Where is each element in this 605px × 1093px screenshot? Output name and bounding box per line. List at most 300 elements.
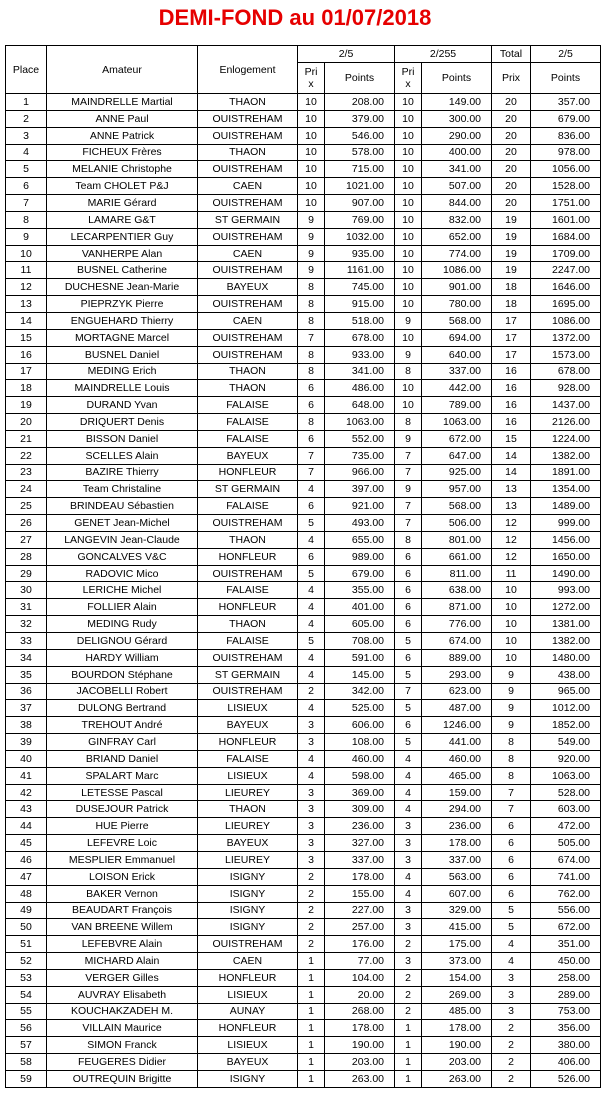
prix-2-cell: 10 <box>395 279 422 296</box>
enlogement-cell: OUISTREHAM <box>198 127 298 144</box>
points-1-cell: 933.00 <box>325 346 395 363</box>
points-2-cell: 337.00 <box>422 851 492 868</box>
table-row <box>6 548 601 565</box>
total-prix-cell: 17 <box>492 346 531 363</box>
total-prix-cell: 13 <box>492 498 531 515</box>
total-points-cell: 1751.00 <box>531 195 601 212</box>
prix-2-cell: 3 <box>395 919 422 936</box>
points-1-cell: 190.00 <box>325 1037 395 1054</box>
points-1-cell: 598.00 <box>325 767 395 784</box>
table-row <box>6 245 601 262</box>
enlogement-cell: OUISTREHAM <box>198 161 298 178</box>
total-prix-cell: 5 <box>492 902 531 919</box>
amateur-cell: BUSNEL Catherine <box>47 262 198 279</box>
prix-1-cell: 2 <box>298 936 325 953</box>
prix-1-cell: 1 <box>298 1070 325 1087</box>
table-row <box>6 683 601 700</box>
prix-1-cell: 5 <box>298 565 325 582</box>
enlogement-cell: HONFLEUR <box>198 599 298 616</box>
place-cell: 41 <box>6 767 47 784</box>
place-cell: 33 <box>6 633 47 650</box>
prix-2-cell: 10 <box>395 161 422 178</box>
prix-1-cell: 1 <box>298 969 325 986</box>
table-row <box>6 649 601 666</box>
amateur-cell: LETESSE Pascal <box>47 784 198 801</box>
table-row <box>6 700 601 717</box>
enlogement-cell: OUISTREHAM <box>198 346 298 363</box>
amateur-cell: OUTREQUIN Brigitte <box>47 1070 198 1087</box>
enlogement-cell: OUISTREHAM <box>198 565 298 582</box>
points-1-cell: 208.00 <box>325 94 395 111</box>
points-2-cell: 290.00 <box>422 127 492 144</box>
place-cell: 18 <box>6 380 47 397</box>
enlogement-cell: ST GERMAIN <box>198 211 298 228</box>
table-row <box>6 178 601 195</box>
prix-2-cell: 8 <box>395 414 422 431</box>
points-2-cell: 341.00 <box>422 161 492 178</box>
prix-2-cell: 2 <box>395 1003 422 1020</box>
prix-1-cell: 9 <box>298 245 325 262</box>
prix-1-cell: 10 <box>298 144 325 161</box>
prix-1-cell: 4 <box>298 666 325 683</box>
table-row <box>6 851 601 868</box>
total-prix-cell: 4 <box>492 936 531 953</box>
points-2-cell: 487.00 <box>422 700 492 717</box>
points-2-cell: 178.00 <box>422 835 492 852</box>
table-row <box>6 936 601 953</box>
total-points-cell: 549.00 <box>531 734 601 751</box>
points-1-cell: 745.00 <box>325 279 395 296</box>
prix-2-cell: 1 <box>395 1020 422 1037</box>
header-prix-2: Prix <box>395 63 422 94</box>
amateur-cell: LOISON Erick <box>47 868 198 885</box>
prix-2-cell: 4 <box>395 801 422 818</box>
points-1-cell: 1063.00 <box>325 414 395 431</box>
table-row <box>6 262 601 279</box>
prix-2-cell: 10 <box>395 195 422 212</box>
prix-2-cell: 2 <box>395 936 422 953</box>
enlogement-cell: FALAISE <box>198 430 298 447</box>
place-cell: 38 <box>6 717 47 734</box>
place-cell: 56 <box>6 1020 47 1037</box>
table-row <box>6 498 601 515</box>
place-cell: 53 <box>6 969 47 986</box>
amateur-cell: AUVRAY Elisabeth <box>47 986 198 1003</box>
prix-1-cell: 4 <box>298 481 325 498</box>
amateur-cell: GINFRAY Carl <box>47 734 198 751</box>
enlogement-cell: ST GERMAIN <box>198 481 298 498</box>
enlogement-cell: THAON <box>198 531 298 548</box>
amateur-cell: MICHARD Alain <box>47 953 198 970</box>
place-cell: 20 <box>6 414 47 431</box>
prix-2-cell: 6 <box>395 599 422 616</box>
total-points-cell: 1382.00 <box>531 633 601 650</box>
prix-1-cell: 3 <box>298 784 325 801</box>
total-prix-cell: 16 <box>492 414 531 431</box>
total-prix-cell: 20 <box>492 144 531 161</box>
header-points-2: Points <box>422 63 492 94</box>
total-prix-cell: 16 <box>492 380 531 397</box>
prix-2-cell: 3 <box>395 953 422 970</box>
points-1-cell: 1032.00 <box>325 228 395 245</box>
table-row <box>6 279 601 296</box>
total-points-cell: 289.00 <box>531 986 601 1003</box>
place-cell: 7 <box>6 195 47 212</box>
enlogement-cell: OUISTREHAM <box>198 262 298 279</box>
prix-2-cell: 5 <box>395 666 422 683</box>
points-1-cell: 257.00 <box>325 919 395 936</box>
points-2-cell: 190.00 <box>422 1037 492 1054</box>
total-points-cell: 999.00 <box>531 515 601 532</box>
amateur-cell: MEDING Erich <box>47 363 198 380</box>
prix-1-cell: 8 <box>298 279 325 296</box>
points-2-cell: 329.00 <box>422 902 492 919</box>
prix-2-cell: 3 <box>395 902 422 919</box>
total-prix-cell: 20 <box>492 161 531 178</box>
prix-2-cell: 4 <box>395 885 422 902</box>
points-2-cell: 652.00 <box>422 228 492 245</box>
prix-1-cell: 4 <box>298 649 325 666</box>
points-1-cell: 518.00 <box>325 312 395 329</box>
amateur-cell: MORTAGNE Marcel <box>47 329 198 346</box>
prix-1-cell: 3 <box>298 734 325 751</box>
points-2-cell: 638.00 <box>422 582 492 599</box>
place-cell: 8 <box>6 211 47 228</box>
prix-2-cell: 10 <box>395 296 422 313</box>
place-cell: 19 <box>6 397 47 414</box>
total-points-cell: 528.00 <box>531 784 601 801</box>
table-row <box>6 94 601 111</box>
total-prix-cell: 20 <box>492 94 531 111</box>
points-1-cell: 263.00 <box>325 1070 395 1087</box>
prix-1-cell: 9 <box>298 262 325 279</box>
amateur-cell: PIEPRZYK Pierre <box>47 296 198 313</box>
points-2-cell: 373.00 <box>422 953 492 970</box>
prix-1-cell: 6 <box>298 498 325 515</box>
points-1-cell: 605.00 <box>325 616 395 633</box>
enlogement-cell: OUISTREHAM <box>198 296 298 313</box>
amateur-cell: LEFEVRE Loic <box>47 835 198 852</box>
table-row <box>6 228 601 245</box>
prix-2-cell: 10 <box>395 110 422 127</box>
points-1-cell: 552.00 <box>325 430 395 447</box>
amateur-cell: LANGEVIN Jean-Claude <box>47 531 198 548</box>
prix-2-cell: 10 <box>395 211 422 228</box>
place-cell: 13 <box>6 296 47 313</box>
prix-2-cell: 6 <box>395 548 422 565</box>
enlogement-cell: OUISTREHAM <box>198 515 298 532</box>
amateur-cell: DUSEJOUR Patrick <box>47 801 198 818</box>
enlogement-cell: ISIGNY <box>198 919 298 936</box>
enlogement-cell: LISIEUX <box>198 986 298 1003</box>
points-2-cell: 465.00 <box>422 767 492 784</box>
total-prix-cell: 3 <box>492 969 531 986</box>
prix-1-cell: 10 <box>298 195 325 212</box>
total-points-cell: 2126.00 <box>531 414 601 431</box>
enlogement-cell: LIEUREY <box>198 784 298 801</box>
amateur-cell: BAKER Vernon <box>47 885 198 902</box>
points-1-cell: 337.00 <box>325 851 395 868</box>
amateur-cell: SIMON Franck <box>47 1037 198 1054</box>
amateur-cell: GONCALVES V&C <box>47 548 198 565</box>
table-row <box>6 868 601 885</box>
total-prix-cell: 10 <box>492 599 531 616</box>
points-1-cell: 155.00 <box>325 885 395 902</box>
prix-1-cell: 7 <box>298 329 325 346</box>
enlogement-cell: ISIGNY <box>198 1070 298 1087</box>
amateur-cell: BUSNEL Daniel <box>47 346 198 363</box>
table-row <box>6 666 601 683</box>
enlogement-cell: BAYEUX <box>198 279 298 296</box>
prix-1-cell: 4 <box>298 531 325 548</box>
total-points-cell: 2247.00 <box>531 262 601 279</box>
place-cell: 1 <box>6 94 47 111</box>
total-prix-cell: 5 <box>492 919 531 936</box>
total-prix-cell: 17 <box>492 329 531 346</box>
total-prix-cell: 13 <box>492 481 531 498</box>
points-2-cell: 789.00 <box>422 397 492 414</box>
place-cell: 21 <box>6 430 47 447</box>
place-cell: 14 <box>6 312 47 329</box>
place-cell: 52 <box>6 953 47 970</box>
amateur-cell: VANHERPE Alan <box>47 245 198 262</box>
place-cell: 23 <box>6 464 47 481</box>
points-2-cell: 159.00 <box>422 784 492 801</box>
points-1-cell: 104.00 <box>325 969 395 986</box>
total-points-cell: 1601.00 <box>531 211 601 228</box>
enlogement-cell: OUISTREHAM <box>198 110 298 127</box>
amateur-cell: KOUCHAKZADEH M. <box>47 1003 198 1020</box>
points-1-cell: 108.00 <box>325 734 395 751</box>
amateur-cell: BISSON Daniel <box>47 430 198 447</box>
total-points-cell: 679.00 <box>531 110 601 127</box>
enlogement-cell: FALAISE <box>198 750 298 767</box>
place-cell: 49 <box>6 902 47 919</box>
prix-2-cell: 10 <box>395 178 422 195</box>
total-prix-cell: 9 <box>492 717 531 734</box>
prix-1-cell: 4 <box>298 767 325 784</box>
prix-1-cell: 3 <box>298 851 325 868</box>
amateur-cell: DRIQUERT Denis <box>47 414 198 431</box>
points-1-cell: 379.00 <box>325 110 395 127</box>
table-row <box>6 414 601 431</box>
total-points-cell: 526.00 <box>531 1070 601 1087</box>
table-row <box>6 616 601 633</box>
points-1-cell: 525.00 <box>325 700 395 717</box>
enlogement-cell: ISIGNY <box>198 902 298 919</box>
total-prix-cell: 14 <box>492 464 531 481</box>
prix-2-cell: 10 <box>395 245 422 262</box>
header-place: Place <box>6 46 47 94</box>
total-points-cell: 836.00 <box>531 127 601 144</box>
points-1-cell: 327.00 <box>325 835 395 852</box>
total-prix-cell: 19 <box>492 262 531 279</box>
total-points-cell: 1437.00 <box>531 397 601 414</box>
total-prix-cell: 14 <box>492 447 531 464</box>
table-row <box>6 1054 601 1071</box>
enlogement-cell: CAEN <box>198 245 298 262</box>
total-points-cell: 380.00 <box>531 1037 601 1054</box>
total-points-cell: 1224.00 <box>531 430 601 447</box>
points-2-cell: 661.00 <box>422 548 492 565</box>
points-1-cell: 915.00 <box>325 296 395 313</box>
place-cell: 11 <box>6 262 47 279</box>
total-prix-cell: 6 <box>492 818 531 835</box>
points-1-cell: 578.00 <box>325 144 395 161</box>
total-points-cell: 505.00 <box>531 835 601 852</box>
points-2-cell: 889.00 <box>422 649 492 666</box>
total-prix-cell: 8 <box>492 750 531 767</box>
enlogement-cell: ST GERMAIN <box>198 666 298 683</box>
header-group-total: Total <box>492 46 531 63</box>
total-points-cell: 753.00 <box>531 1003 601 1020</box>
place-cell: 26 <box>6 515 47 532</box>
total-points-cell: 672.00 <box>531 919 601 936</box>
prix-2-cell: 7 <box>395 683 422 700</box>
points-1-cell: 20.00 <box>325 986 395 1003</box>
amateur-cell: FOLLIER Alain <box>47 599 198 616</box>
place-cell: 35 <box>6 666 47 683</box>
enlogement-cell: THAON <box>198 144 298 161</box>
place-cell: 36 <box>6 683 47 700</box>
points-1-cell: 708.00 <box>325 633 395 650</box>
points-1-cell: 966.00 <box>325 464 395 481</box>
points-2-cell: 901.00 <box>422 279 492 296</box>
total-prix-cell: 6 <box>492 835 531 852</box>
place-cell: 32 <box>6 616 47 633</box>
total-prix-cell: 6 <box>492 851 531 868</box>
table-row <box>6 1020 601 1037</box>
points-2-cell: 203.00 <box>422 1054 492 1071</box>
header-group-2-5: 2/5 <box>298 46 395 63</box>
points-1-cell: 342.00 <box>325 683 395 700</box>
prix-1-cell: 5 <box>298 515 325 532</box>
prix-1-cell: 8 <box>298 312 325 329</box>
prix-1-cell: 3 <box>298 818 325 835</box>
enlogement-cell: BAYEUX <box>198 835 298 852</box>
enlogement-cell: OUISTREHAM <box>198 649 298 666</box>
prix-1-cell: 10 <box>298 178 325 195</box>
points-1-cell: 309.00 <box>325 801 395 818</box>
prix-2-cell: 10 <box>395 380 422 397</box>
enlogement-cell: LISIEUX <box>198 700 298 717</box>
table-row <box>6 953 601 970</box>
total-points-cell: 1086.00 <box>531 312 601 329</box>
prix-2-cell: 7 <box>395 498 422 515</box>
points-1-cell: 493.00 <box>325 515 395 532</box>
enlogement-cell: FALAISE <box>198 633 298 650</box>
points-2-cell: 175.00 <box>422 936 492 953</box>
points-2-cell: 1063.00 <box>422 414 492 431</box>
points-1-cell: 236.00 <box>325 818 395 835</box>
total-prix-cell: 18 <box>492 279 531 296</box>
place-cell: 2 <box>6 110 47 127</box>
prix-1-cell: 8 <box>298 414 325 431</box>
total-points-cell: 674.00 <box>531 851 601 868</box>
amateur-cell: ENGUEHARD Thierry <box>47 312 198 329</box>
table-row <box>6 969 601 986</box>
place-cell: 30 <box>6 582 47 599</box>
table-header <box>6 46 601 94</box>
prix-1-cell: 6 <box>298 548 325 565</box>
points-2-cell: 441.00 <box>422 734 492 751</box>
table-row <box>6 447 601 464</box>
enlogement-cell: FALAISE <box>198 397 298 414</box>
total-prix-cell: 17 <box>492 312 531 329</box>
header-points-total: Points <box>531 63 601 94</box>
prix-1-cell: 10 <box>298 110 325 127</box>
prix-2-cell: 10 <box>395 262 422 279</box>
total-prix-cell: 3 <box>492 986 531 1003</box>
total-points-cell: 1372.00 <box>531 329 601 346</box>
total-prix-cell: 20 <box>492 195 531 212</box>
amateur-cell: ANNE Patrick <box>47 127 198 144</box>
points-2-cell: 506.00 <box>422 515 492 532</box>
points-2-cell: 460.00 <box>422 750 492 767</box>
table-row <box>6 481 601 498</box>
enlogement-cell: THAON <box>198 380 298 397</box>
amateur-cell: BEAUDART François <box>47 902 198 919</box>
total-prix-cell: 8 <box>492 767 531 784</box>
header-amateur: Amateur <box>47 46 198 94</box>
total-prix-cell: 12 <box>492 515 531 532</box>
place-cell: 3 <box>6 127 47 144</box>
table-row <box>6 363 601 380</box>
total-prix-cell: 2 <box>492 1054 531 1071</box>
prix-1-cell: 5 <box>298 633 325 650</box>
place-cell: 47 <box>6 868 47 885</box>
prix-2-cell: 7 <box>395 447 422 464</box>
points-2-cell: 442.00 <box>422 380 492 397</box>
prix-1-cell: 4 <box>298 599 325 616</box>
total-points-cell: 920.00 <box>531 750 601 767</box>
total-points-cell: 357.00 <box>531 94 601 111</box>
prix-1-cell: 1 <box>298 1037 325 1054</box>
points-2-cell: 694.00 <box>422 329 492 346</box>
points-1-cell: 145.00 <box>325 666 395 683</box>
enlogement-cell: HONFLEUR <box>198 464 298 481</box>
prix-2-cell: 3 <box>395 818 422 835</box>
place-cell: 34 <box>6 649 47 666</box>
place-cell: 40 <box>6 750 47 767</box>
points-2-cell: 672.00 <box>422 430 492 447</box>
amateur-cell: GENET Jean-Michel <box>47 515 198 532</box>
total-points-cell: 978.00 <box>531 144 601 161</box>
table-row <box>6 835 601 852</box>
prix-1-cell: 2 <box>298 919 325 936</box>
prix-2-cell: 9 <box>395 346 422 363</box>
table-row <box>6 144 601 161</box>
points-2-cell: 178.00 <box>422 1020 492 1037</box>
header-prix-total: Prix <box>492 63 531 94</box>
prix-2-cell: 7 <box>395 515 422 532</box>
points-1-cell: 397.00 <box>325 481 395 498</box>
points-1-cell: 769.00 <box>325 211 395 228</box>
total-points-cell: 1489.00 <box>531 498 601 515</box>
total-points-cell: 1709.00 <box>531 245 601 262</box>
points-1-cell: 678.00 <box>325 329 395 346</box>
total-prix-cell: 7 <box>492 784 531 801</box>
enlogement-cell: CAEN <box>198 953 298 970</box>
table-row <box>6 919 601 936</box>
place-cell: 50 <box>6 919 47 936</box>
amateur-cell: BRIAND Daniel <box>47 750 198 767</box>
prix-1-cell: 7 <box>298 464 325 481</box>
total-points-cell: 741.00 <box>531 868 601 885</box>
header-prix-1: Prix <box>298 63 325 94</box>
total-prix-cell: 3 <box>492 1003 531 1020</box>
header-group-2-255: 2/255 <box>395 46 492 63</box>
